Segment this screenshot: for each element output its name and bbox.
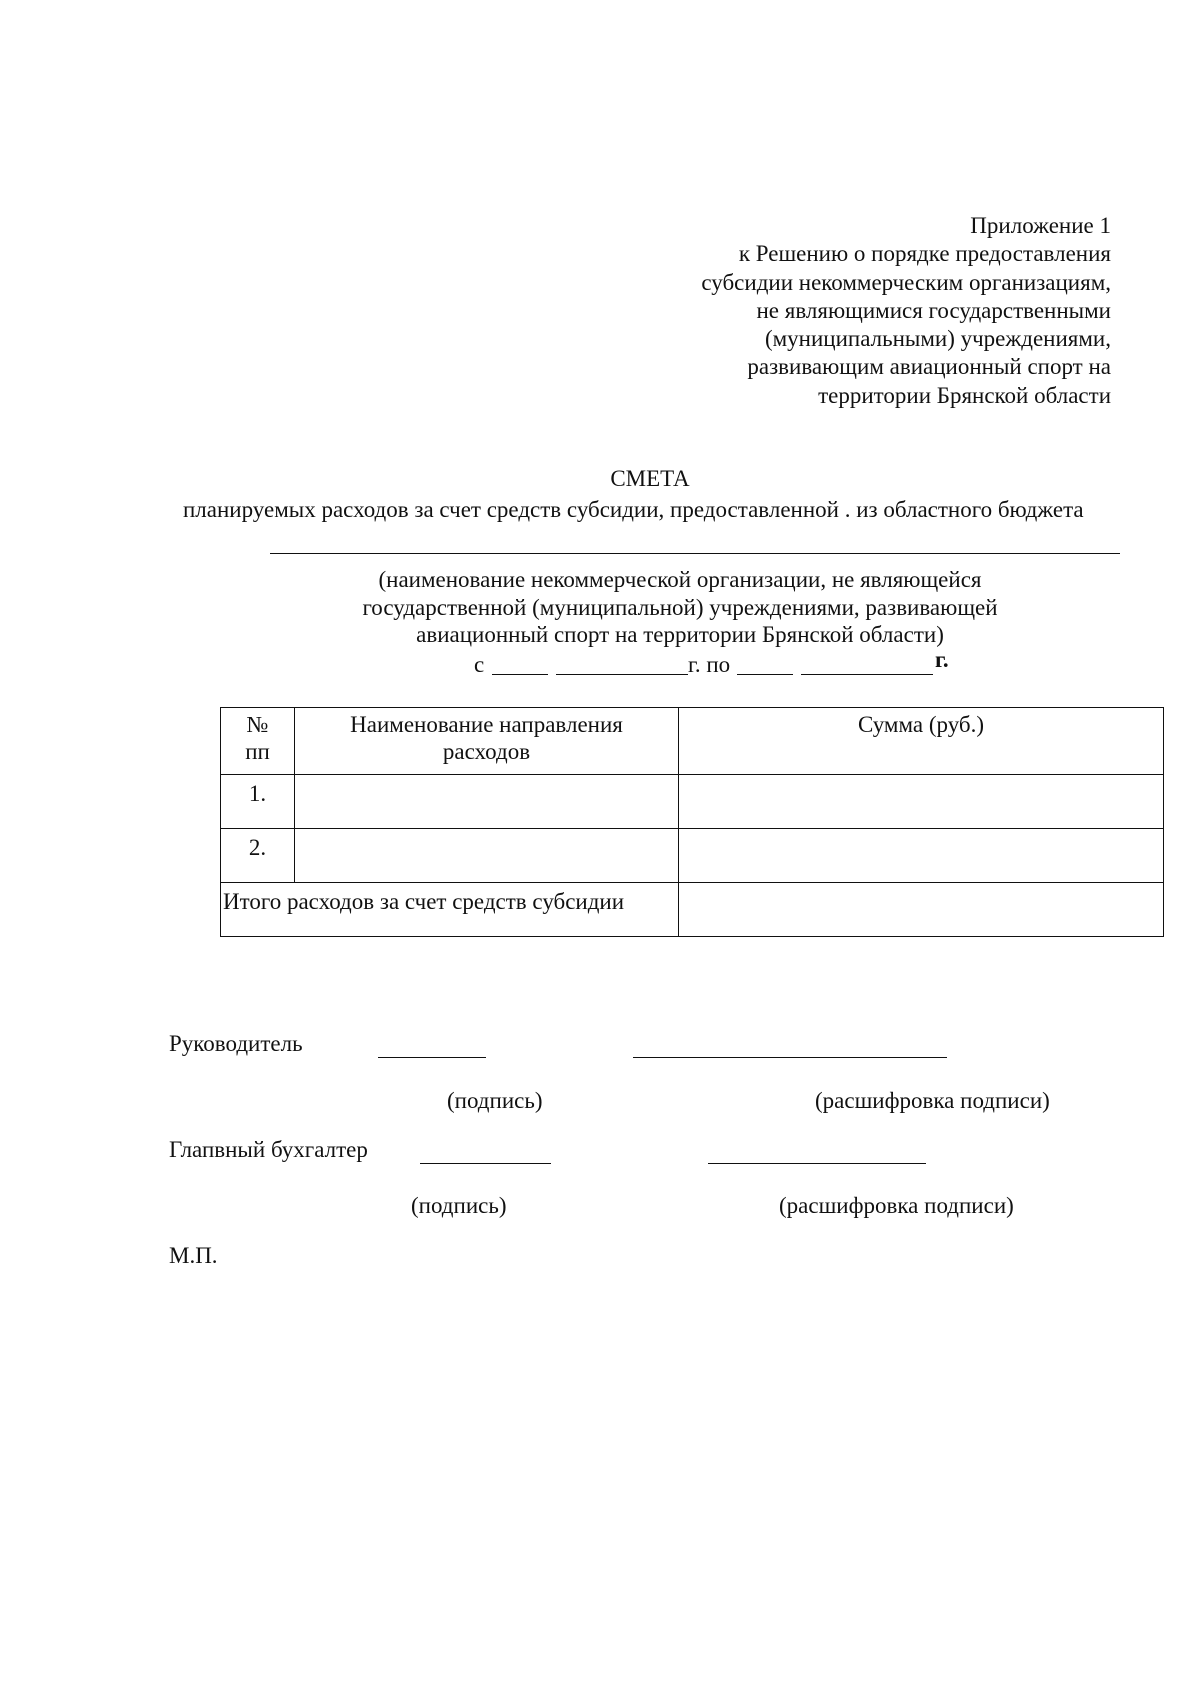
document-title: СМЕТА: [610, 466, 690, 491]
header-expense-name: [295, 708, 679, 775]
head-signature-decode-field[interactable]: [633, 1057, 947, 1058]
header-num-abbr: пп: [245, 739, 270, 764]
header-num: [221, 708, 295, 775]
period-from-month-field[interactable]: [556, 674, 688, 675]
appendix-line: к Решению о порядке предоставления: [738, 241, 1111, 267]
period-to-month-field[interactable]: [801, 674, 933, 675]
appendix-header: [701, 212, 1111, 410]
appendix-line: не являющимися государственными: [756, 297, 1111, 323]
header-sum: Сумма (руб.): [679, 708, 1164, 775]
table-row: [221, 775, 1164, 829]
accountant-signature-decode-field[interactable]: [708, 1163, 926, 1164]
organization-name-field[interactable]: [270, 553, 1120, 554]
appendix-line: (муниципальными) учреждениями,: [764, 326, 1111, 352]
appendix-line: Приложение 1: [970, 213, 1111, 238]
note-line: (наименование некоммерческой организации, не являющейся: [378, 567, 982, 592]
appendix-line: субсидии некоммерческим организациям,: [701, 269, 1111, 295]
document-subtitle: планируемых расходов за счет средств субсидии, предоставленной . из областного бюджета: [183, 497, 1084, 522]
table-total-row: [221, 883, 1164, 937]
expense-table: [220, 707, 1164, 937]
total-sum-cell[interactable]: [679, 883, 1164, 937]
appendix-line: развивающим авиационный спорт на: [747, 354, 1111, 380]
row-sum-cell[interactable]: [679, 829, 1164, 883]
organization-name-note: [340, 566, 1020, 649]
note-line: государственной (муниципальной) учреждениями, развивающей: [362, 594, 998, 620]
head-signature-caption: (подпись): [447, 1088, 543, 1113]
period-from-prefix: с: [474, 652, 485, 677]
table-header-row: [221, 708, 1164, 775]
period-year-suffix: г.: [935, 647, 949, 672]
total-label: Итого расходов за счет средств субсидии: [221, 883, 679, 937]
header-name-line1: Наименование направления: [350, 712, 623, 737]
row-expense-name-cell[interactable]: [295, 775, 679, 829]
accountant-label: Глапвный бухгалтер: [169, 1137, 368, 1162]
period-from-day-field[interactable]: [492, 674, 548, 675]
table-row: [221, 829, 1164, 883]
header-name-line2: расходов: [442, 739, 531, 764]
accountant-signature-field[interactable]: [420, 1163, 551, 1164]
head-decode-caption: (расшифровка подписи): [815, 1088, 1050, 1113]
row-sum-cell[interactable]: [679, 775, 1164, 829]
period-to-day-field[interactable]: [737, 674, 793, 675]
period-to-prefix: г. по: [688, 652, 731, 677]
head-label: Руководитель: [169, 1031, 303, 1056]
row-num: 2.: [221, 829, 295, 883]
accountant-decode-caption: (расшифровка подписи): [779, 1193, 1014, 1218]
stamp-place: М.П.: [169, 1243, 218, 1268]
head-signature-field[interactable]: [378, 1057, 486, 1058]
row-num: 1.: [221, 775, 295, 829]
header-num-symbol: №: [246, 712, 269, 737]
accountant-signature-caption: (подпись): [411, 1193, 507, 1218]
note-line: авиационный спорт на территории Брянской области): [416, 622, 944, 648]
appendix-line: территории Брянской области: [818, 382, 1111, 408]
row-expense-name-cell[interactable]: [295, 829, 679, 883]
